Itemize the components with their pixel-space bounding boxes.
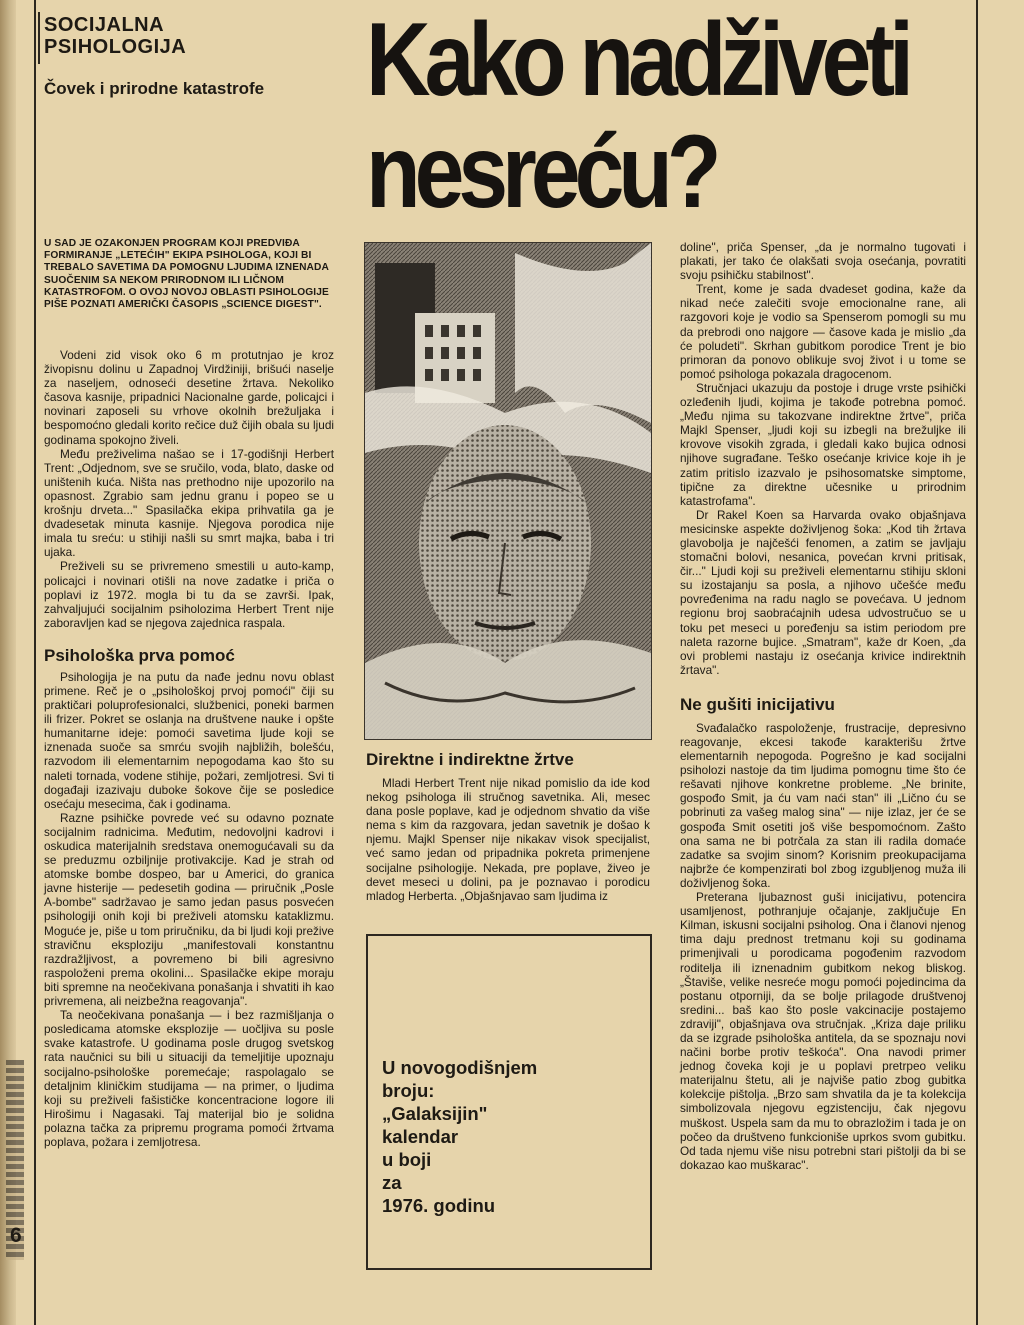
promo-line: broju: <box>382 1080 435 1101</box>
column-3 <box>680 240 966 1172</box>
promo-line: 1976. godinu <box>382 1195 496 1216</box>
col3-paragraph: Trent, kome je sada dvadeset godina, kaže da nikad neće zalečiti svoje emocionalne rane, ali razgovori koje je vodio sa Spenserom pomogli su mu da prebrodi ono najgore — časove kada je mislio „da će poludeti". Skrhan gubitkom porodice Trent je bio primoran da ponovo oblikuje svoj život i u tome se pomoć psihologa pokazala dragocenom. <box>680 282 966 381</box>
section-heading-line2: PSIHOLOGIJA <box>44 36 187 58</box>
col1-subheading: Psihološka prva pomoć <box>44 645 235 665</box>
article-photo <box>364 242 652 740</box>
col2-paragraph: Mladi Herbert Trent nije nikad pomislio da ide kod nekog psihologa ili stručnog savetnika. Ali, mesec dana posle poplave, kad je odjednom shvatio da više nema s kim da razgovara, jedan savetnik je došao k njemu. Majkl Spenser nije nikakav visok specijalist, već samo jedan od pripadnika pokreta primenjene socijalne psihologije. Nekada, pre poplave, živeo je devet meseci u dolini, pa je poznavao i porodicu mladog Herberta. „Objašnjavao sam ljudima iz <box>366 776 650 903</box>
column-2 <box>366 750 650 903</box>
lead-paragraph: U SAD JE OZAKONJEN PROGRAM KOJI PREDVIĐA FORMIRANJE „LETEĆIH" EKIPA PSIHOLOGA, KOJI BI TREBALO SAVETIMA DA POMOGNU LJUDIMA IZNENADA SUOČENIM SA NEKOM PRIRODNOM ILI LIČNOM KATASTROFOM. O OVOJ NOVOJ OBLASTI PSIHOLOGIJE PIŠE POZNATI AMERIČKI ČASOPIS „SCIENCE DIGEST". <box>44 238 329 311</box>
col1-paragraph: Vodeni zid visok oko 6 m protutnjao je kroz živopisnu dolinu u Zapadnoj Virdžiniji, brišući naselje za naseljem, odnoseći desetine žrtava. Nekoliko časova kasnije, pripadnici Nacionalne garde, policajci i novinari zaposeli su vrhove okolnih brežuljaka i bespomoćno gledali korito rečice duž čijih obala su ljudi godinama spokojno živeli. <box>44 348 334 447</box>
col3-paragraph: Stručnjaci ukazuju da postoje i druge vrste psihički ozleđenih ljudi, kojima je takođe potrebna pomoć. „Među njima su takozvane indirektne žrtve", priča Majkl Spenser, „ljudi koji su izbegli na brežuljke ili krovove visokih zgrada, i gledali kako bujica odnosi njihove sugrađane. Teško osećanje krivice koje ih je zatim pritislo izazvalo je psihosomatske simptome, tipične za direktne učesnike u prirodnim katastrofama". <box>680 380 966 508</box>
col1-paragraph: Preživeli su se privremeno smestili u auto-kamp, policajci i novinari otišli na nove zadatke i priča o poplavi iz 1972. mogla bi tu da se završi. Ipak, zahvaljujući socijalnim psiholozima Herbert Trent nije zaboravljen kad se njegova zajednica raspala. <box>44 559 334 630</box>
collage-illustration <box>365 243 651 739</box>
promo-line: za <box>382 1172 402 1193</box>
section-heading <box>44 14 186 58</box>
headline-line1: Kako nadživeti <box>366 2 908 118</box>
col1-paragraph: Psihologija je na putu da nađe jednu novu oblast primene. Reč je o „psihološkoj prvoj pomoći" čiji su praktičari poluprofesionalci, službenici, poneki barmen ili frizer. Pokret se oslanja na društvene nauke i opšte humanitarne ideje: pomoći savetima ljude koji se iznenada suoče sa smrću svojih najbližih, bolešću, razvodom ili elementarnim nepogodama kao što su naleti tornada, vodene stihije, požari, zemljotresi. Svi ti događaji izazivaju duboke šokove čije se posledice osećaju mesecima, čak i godinama. <box>44 669 334 811</box>
headline-line2: nesreću? <box>366 114 716 230</box>
promo-line: U novogodišnjem <box>382 1057 538 1078</box>
promo-line: „Galaksijin" <box>382 1103 488 1124</box>
promo-box <box>366 934 652 1270</box>
left-column-rule <box>34 0 36 1325</box>
promo-line: u boji <box>382 1149 432 1170</box>
page-number: 6 <box>10 1224 22 1247</box>
col3-paragraph: doline", priča Spenser, „da je normalno tugovati i plakati, jer tako će olakšati svoja osećanja, povratiti svoju psihičku stabilnost". <box>680 240 966 283</box>
promo-text <box>382 1056 537 1217</box>
col1-paragraph: Ta neočekivana ponašanja — i bez razmišljanja o posledicama atomske eksplozije — uočljiva su posle svake katastrofe. U godinama posle drugog svetskog rata naučnici su bili u situaciji da temeljitije upoznaju socijalno-psihološke poremećaje; raspolagalo se detaljnim kliničkim studijama — na primer, o ljudima koji su preživeli fašističke koncentracione logore ili Hirošimu i Nagasaki. Taj materijal bio je solidna polazna tačka za pripremu programa pomoći žrtvama poplava, požara i zemljotresa. <box>44 1008 334 1149</box>
column-1 <box>44 348 334 1149</box>
col3-subheading: Ne gušiti inicijativu <box>680 694 835 714</box>
col3-paragraph: Preterana ljubaznost guši inicijativu, potencira usamljenost, pothranjuje očajanje, zaključuje En Kilman, iskusni socijalni psiholog. Ona i članovi njenog tima daju prednost tretmanu koji su godinama primenjivali u porodicama pogođenim razvodom roditelja ili iznenadnim gubitkom nekog bliskog. „Štaviše, velike nesreće mogu pomoći pojedincima da postanu otporniji, da se bolje prilagode društvenoj sredini... baš kao što posle vakcinacije postajemo zdraviji", objašnjava ova stručnjak. „Kriza daje priliku da se izgrade psihološka antitela, da se spoznaju novi načini borbe protiv teškoća". Ona navodi primer jednog čoveka koji je u poplavi pretrpeo veliku materijalnu štetu, ali je najviše patio zbog gubitka kolekcije pištolja. „Brzo sam shvatila da je ta kolekcija simbolizovala njegovu egzistenciju, čak njegovu muškost. Uspela sam da mu to obrazložim i tada je on počeo da društveno funkcioniše uprkos svom gubitku. Od tada njemu više nisu potrebni stari pištolji da bi se dokazao kao muškarac". <box>680 890 966 1172</box>
promo-line: kalendar <box>382 1126 459 1147</box>
col3-paragraph: Dr Rakel Koen sa Harvarda ovako objašnjava mesicinske aspekte doživljenog šoka: „Kod tih žrtava glavobolja je najčešći fenomen, a zatim se javljaju stomačni bolovi, nesanica, povećan krvni pritisak, čir..." Ljudi koji su preživeli elementarnu stihiju skloni su izostajanju sa posla, a njihovo učešće među povređenima na radu naglo se povećava. U jednom regionu broj saobraćajnih udesa udvostručuo se u toku pet meseci u poređenju sa istim periodom pre naleta razorne bujice. „Smatram", kaže dr Koen, „da ovi problemi nastaju iz osećanja krivice indirektnih žrtava". <box>680 507 966 677</box>
article-subtitle: Čovek i prirodne katastrofe <box>44 79 265 98</box>
col1-paragraph: Razne psihičke povrede već su odavno poznate socijalnim radnicima. Međutim, nedovoljni kadrovi i oskudica materijalnih sredstava onemogućavali su da se preduzmu ozbiljnije protivakcije. Kad je strah od atomske bombe dospeo, bar u Americi, do granica javne histerije — pedesetih godina — priručnik „Posle A-bombe" sadržavao je samo jedan pasus posvećen psihologiji onih koji bi preživeli atomsku kataklizmu. Moguće je, piše u tom priručniku, da bi ljudi koji prežive stravičnu eksploziju „manifestovali konstantnu razdražljivost, a povremeno bi bili agresivno raspoloženi prema okolini... Spasilačke ekipe moraju biti spremne na neočekivana ponašanja i shvatiti ih kao privremena, ali neizbežna reagovanja". <box>44 810 334 1009</box>
section-heading-bar <box>38 12 40 64</box>
col2-subheading: Direktne i indirektne žrtve <box>366 750 574 769</box>
right-column-rule <box>976 0 978 1325</box>
section-heading-line1: SOCIJALNA <box>44 14 165 36</box>
col3-paragraph: Svađalačko raspoloženje, frustracije, depresivno reagovanje, ekcesi takođe karakterišu žrtve elementarnih nepogoda. Pogrešno je kad socijalni psiholozi nastoje da tim ljudima pomognu time što će rešavati njihove konkretne probleme. „Ne brinite, gospođo Smit, ja ću vam naći stan" ili „Lično ću se pobrinuti za vašeg malog sina" — nije izlaz, jer će se gospođa Smit osetiti još više bespomoćnom. Zašto ona sama ne bi potrčala za stan ili radila domaće zadatke sa svojim sinom? Korisnim preokupacijama najbrže će kompenzirati bol zbog izgubljenog muža ili doživljenog šoka. <box>680 720 966 890</box>
col1-paragraph: Među preživelima našao se i 17-godišnji Herbert Trent: „Odjednom, sve se sručilo, voda, blato, daske od uništenih kuća. Ništa nas prethodno nije upozorilo na opasnost. Zgrabio sam jednu granu i popeo se u krošnju drveta..." Spasilačka ekipa prihvatila ga je dvadesetak minuta kasnije. Njegova porodica nije imala tu sreću: u stihiji našli su smrt majka, baba i tri ujaka. <box>44 446 334 560</box>
